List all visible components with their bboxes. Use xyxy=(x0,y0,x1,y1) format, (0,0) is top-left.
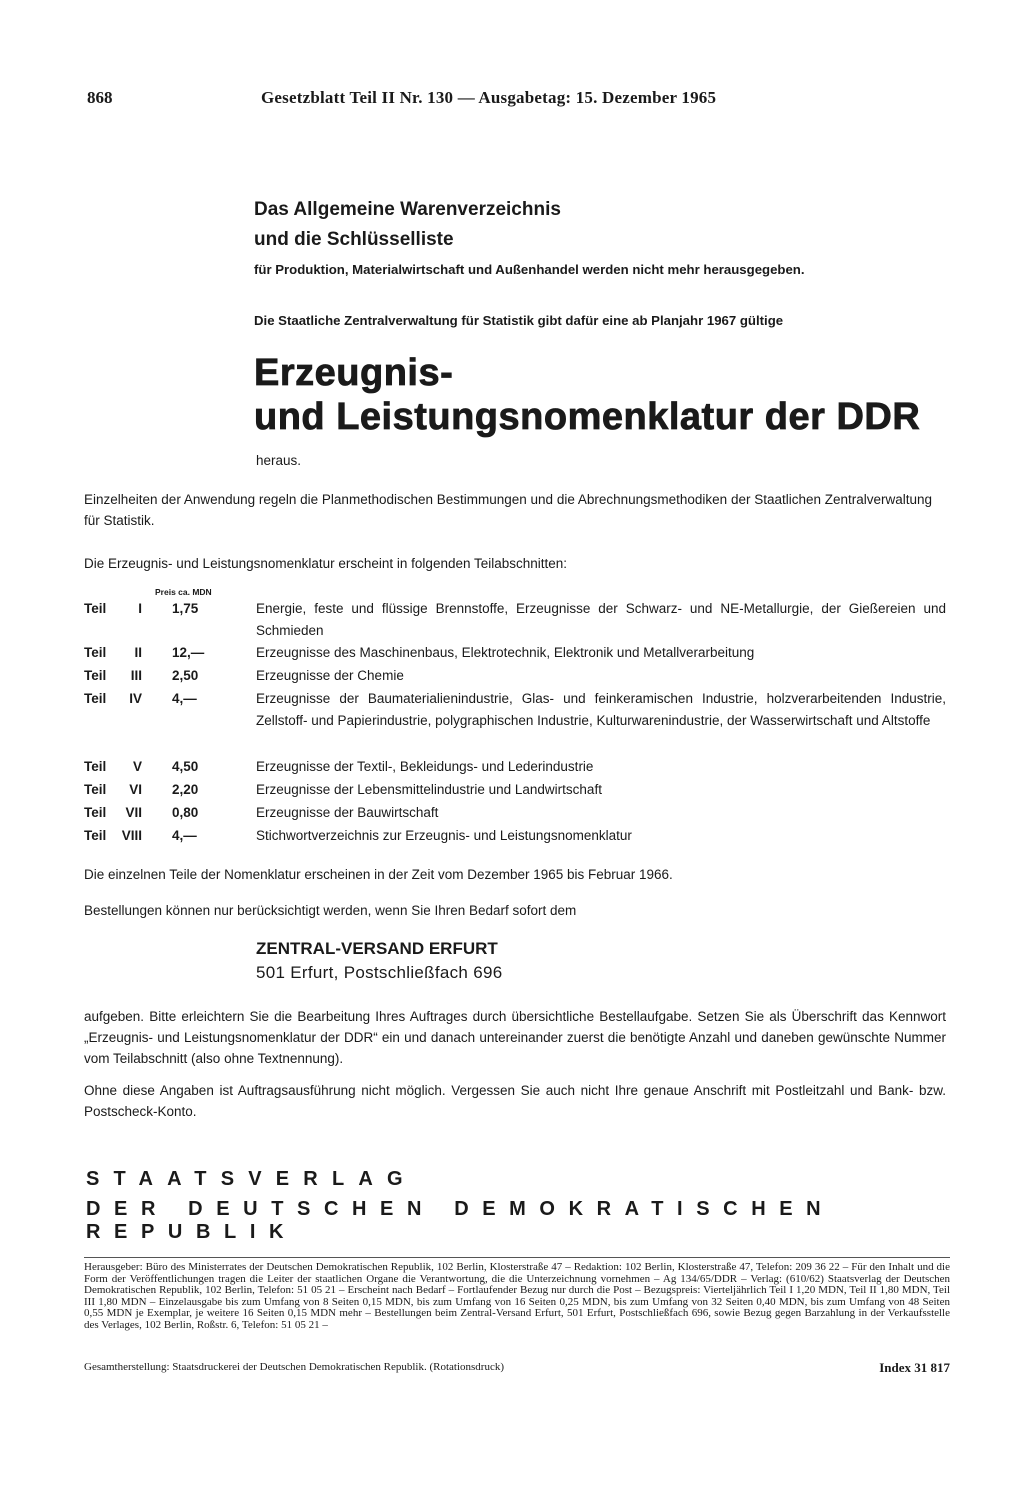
page-number: 868 xyxy=(87,88,113,107)
teil-label: Teil xyxy=(84,691,107,706)
imprint-production-line: Gesamtherstellung: Staatsdruckerei der Deutschen Demokratischen Republik. (Rotationsdruck) xyxy=(84,1361,505,1373)
teil-description: Erzeugnisse der Bauwirtschaft xyxy=(256,805,439,820)
teil-number: VI xyxy=(129,782,142,797)
teil-number: II xyxy=(134,645,142,660)
table-row xyxy=(84,756,946,778)
teil-label: Teil xyxy=(84,601,107,616)
address-name: ZENTRAL-VERSAND ERFURT xyxy=(256,939,498,958)
teil-label: Teil xyxy=(84,645,107,660)
warning-paragraph: Ohne diese Angaben ist Auftragsausführung nicht möglich. Vergessen Sie auch nicht Ihre genaue Anschrift mit Postleitzahl und Bank- bzw. Postscheck-Konto. xyxy=(84,1083,946,1119)
main-title-line2: und Leistungsnomenklatur der DDR xyxy=(254,396,921,438)
teil-number: IV xyxy=(129,691,142,706)
teil-price: 1,75 xyxy=(172,601,199,616)
teil-label: Teil xyxy=(84,828,107,843)
timing-paragraph: Die einzelnen Teile der Nomenklatur erscheinen in der Zeit vom Dezember 1965 bis Februar 1966. xyxy=(84,867,673,882)
teil-description: Erzeugnisse der Chemie xyxy=(256,668,404,683)
teil-label: Teil xyxy=(84,782,107,797)
teil-number: V xyxy=(132,759,142,774)
announcement-subtitle: für Produktion, Materialwirtschaft und Außenhandel werden nicht mehr herausgegeben. xyxy=(254,262,805,277)
price-column-header: Preis ca. MDN xyxy=(155,587,212,597)
teil-description: Erzeugnisse der Baumaterialienindustrie, Glas- und feinkeramischen Industrie, holzverarbeitenden Industrie, Zellstoff- und Papierindustrie, polygraphischen Industrie, Kulturwarenindustrie, der Wasserwirtschaft und Altstoffe xyxy=(256,691,946,728)
running-header: Gesetzblatt Teil II Nr. 130 — Ausgabetag: 15. Dezember 1965 xyxy=(261,88,717,107)
teil-price: 4,— xyxy=(172,691,197,706)
teil-price: 2,20 xyxy=(172,782,199,797)
table-intro-paragraph: Die Erzeugnis- und Leistungsnomenklatur erscheint in folgenden Teilabschnitten: xyxy=(84,556,568,571)
orders-paragraph: Bestellungen können nur berücksichtigt werden, wenn Sie Ihren Bedarf sofort dem xyxy=(84,903,577,918)
announcement-statement: Die Staatliche Zentralverwaltung für Statistik gibt dafür eine ab Planjahr 1967 gültige xyxy=(254,313,784,328)
announcement-title-line1: Das Allgemeine Warenverzeichnis xyxy=(254,199,561,220)
publisher-line1: STAATSVERLAG xyxy=(86,1168,417,1190)
main-title-line1: Erzeugnis- xyxy=(254,352,454,394)
imprint-text: Herausgeber: Büro des Ministerrates der Deutschen Demokratischen Republik, 102 Berlin, Klosterstraße 47 – Redaktion: 102 Berlin, Klosterstraße 47, Telefon: 209 36 22 – Für den Inhalt und die Form der Veröffentlichungen tragen die Leiter der staatlichen Organe die Verantwortung, die die Unterzeichnung vornehmen – Ag 134/65/DDR – Verlag: (610/62) Staatsverlag der Deutschen Demokratischen Republik, 102 Berlin, Telefon: 51 05 21 – Erscheint nach Bedarf – Fortlaufender Bezug nur durch die Post – Bezugspreis: Vierteljährlich Teil I 1,20 MDN, Teil II 1,80 MDN, Teil III 1,80 MDN – Einzelausgabe bis zum Umfang von 8 Seiten 0,15 MDN, bis zum Umfang von 16 Seiten 0,25 MDN, bis zum Umfang von 32 Seiten 0,40 MDN, bis zum Umfang von 48 Seiten 0,55 MDN je Exemplar, je weitere 16 Seiten 0,15 MDN mehr – Bestellungen beim Zentral-Versand Erfurt, 501 Erfurt, Postschließfach 696, sowie Bezug gegen Barzahlung in der Verkaufsstelle des Verlages, 102 Berlin, Roßstr. 6, Telefon: 51 05 21 – xyxy=(84,1261,950,1331)
teil-price: 12,— xyxy=(172,645,205,660)
teil-description: Energie, feste und flüssige Brennstoffe, Erzeugnisse der Schwarz- und NE-Metallurgie, der Gießereien und Schmieden xyxy=(256,601,946,638)
publisher-line2: DER DEUTSCHEN DEMOKRATISCHEN REPUBLIK xyxy=(86,1198,835,1243)
table-row xyxy=(84,688,946,728)
teil-price: 4,50 xyxy=(172,759,199,774)
teil-label: Teil xyxy=(84,668,107,683)
teil-number: VII xyxy=(125,805,142,820)
teil-description: Erzeugnisse der Textil-, Bekleidungs- und Lederindustrie xyxy=(256,759,594,774)
teil-label: Teil xyxy=(84,805,107,820)
address-line: 501 Erfurt, Postschließfach 696 xyxy=(256,963,503,982)
table-row xyxy=(84,825,946,847)
table-row xyxy=(84,779,946,801)
details-paragraph: Einzelheiten der Anwendung regeln die Planmethodischen Bestimmungen und die Abrechnungsmethodiken der Staatlichen Zentralverwaltung für Statistik. xyxy=(84,492,933,528)
teil-description: Erzeugnisse des Maschinenbaus, Elektrotechnik, Elektronik und Metallverarbeitung xyxy=(256,645,755,660)
heraus-text: heraus. xyxy=(256,453,302,468)
table-row xyxy=(84,642,946,664)
teil-price: 2,50 xyxy=(172,668,199,683)
index-number: Index 31 817 xyxy=(879,1360,950,1375)
teil-price: 0,80 xyxy=(172,805,199,820)
teil-number: I xyxy=(138,601,142,616)
teil-number: III xyxy=(130,668,142,683)
table-row xyxy=(84,598,946,638)
announcement-title-line2: und die Schlüsselliste xyxy=(254,229,454,250)
table-row xyxy=(84,802,946,824)
teil-number: VIII xyxy=(121,828,142,843)
imprint-divider xyxy=(84,1257,950,1258)
instructions-paragraph: aufgeben. Bitte erleichtern Sie die Bearbeitung Ihres Auftrages durch übersichtliche Bestellaufgabe. Setzen Sie als Überschrift das Kennwort „Erzeugnis- und Leistungsnomenklatur der DDR“ ein und danach untereinander zuerst die benötigte Anzahl und daneben gewünschte Nummer vom Teilabschnitt (also ohne Textnennung). xyxy=(84,1009,946,1066)
teil-description: Stichwortverzeichnis zur Erzeugnis- und Leistungsnomenklatur xyxy=(256,828,632,843)
table-row xyxy=(84,665,946,687)
teil-description: Erzeugnisse der Lebensmittelindustrie und Landwirtschaft xyxy=(256,782,602,797)
teil-price: 4,— xyxy=(172,828,197,843)
teil-label: Teil xyxy=(84,759,107,774)
